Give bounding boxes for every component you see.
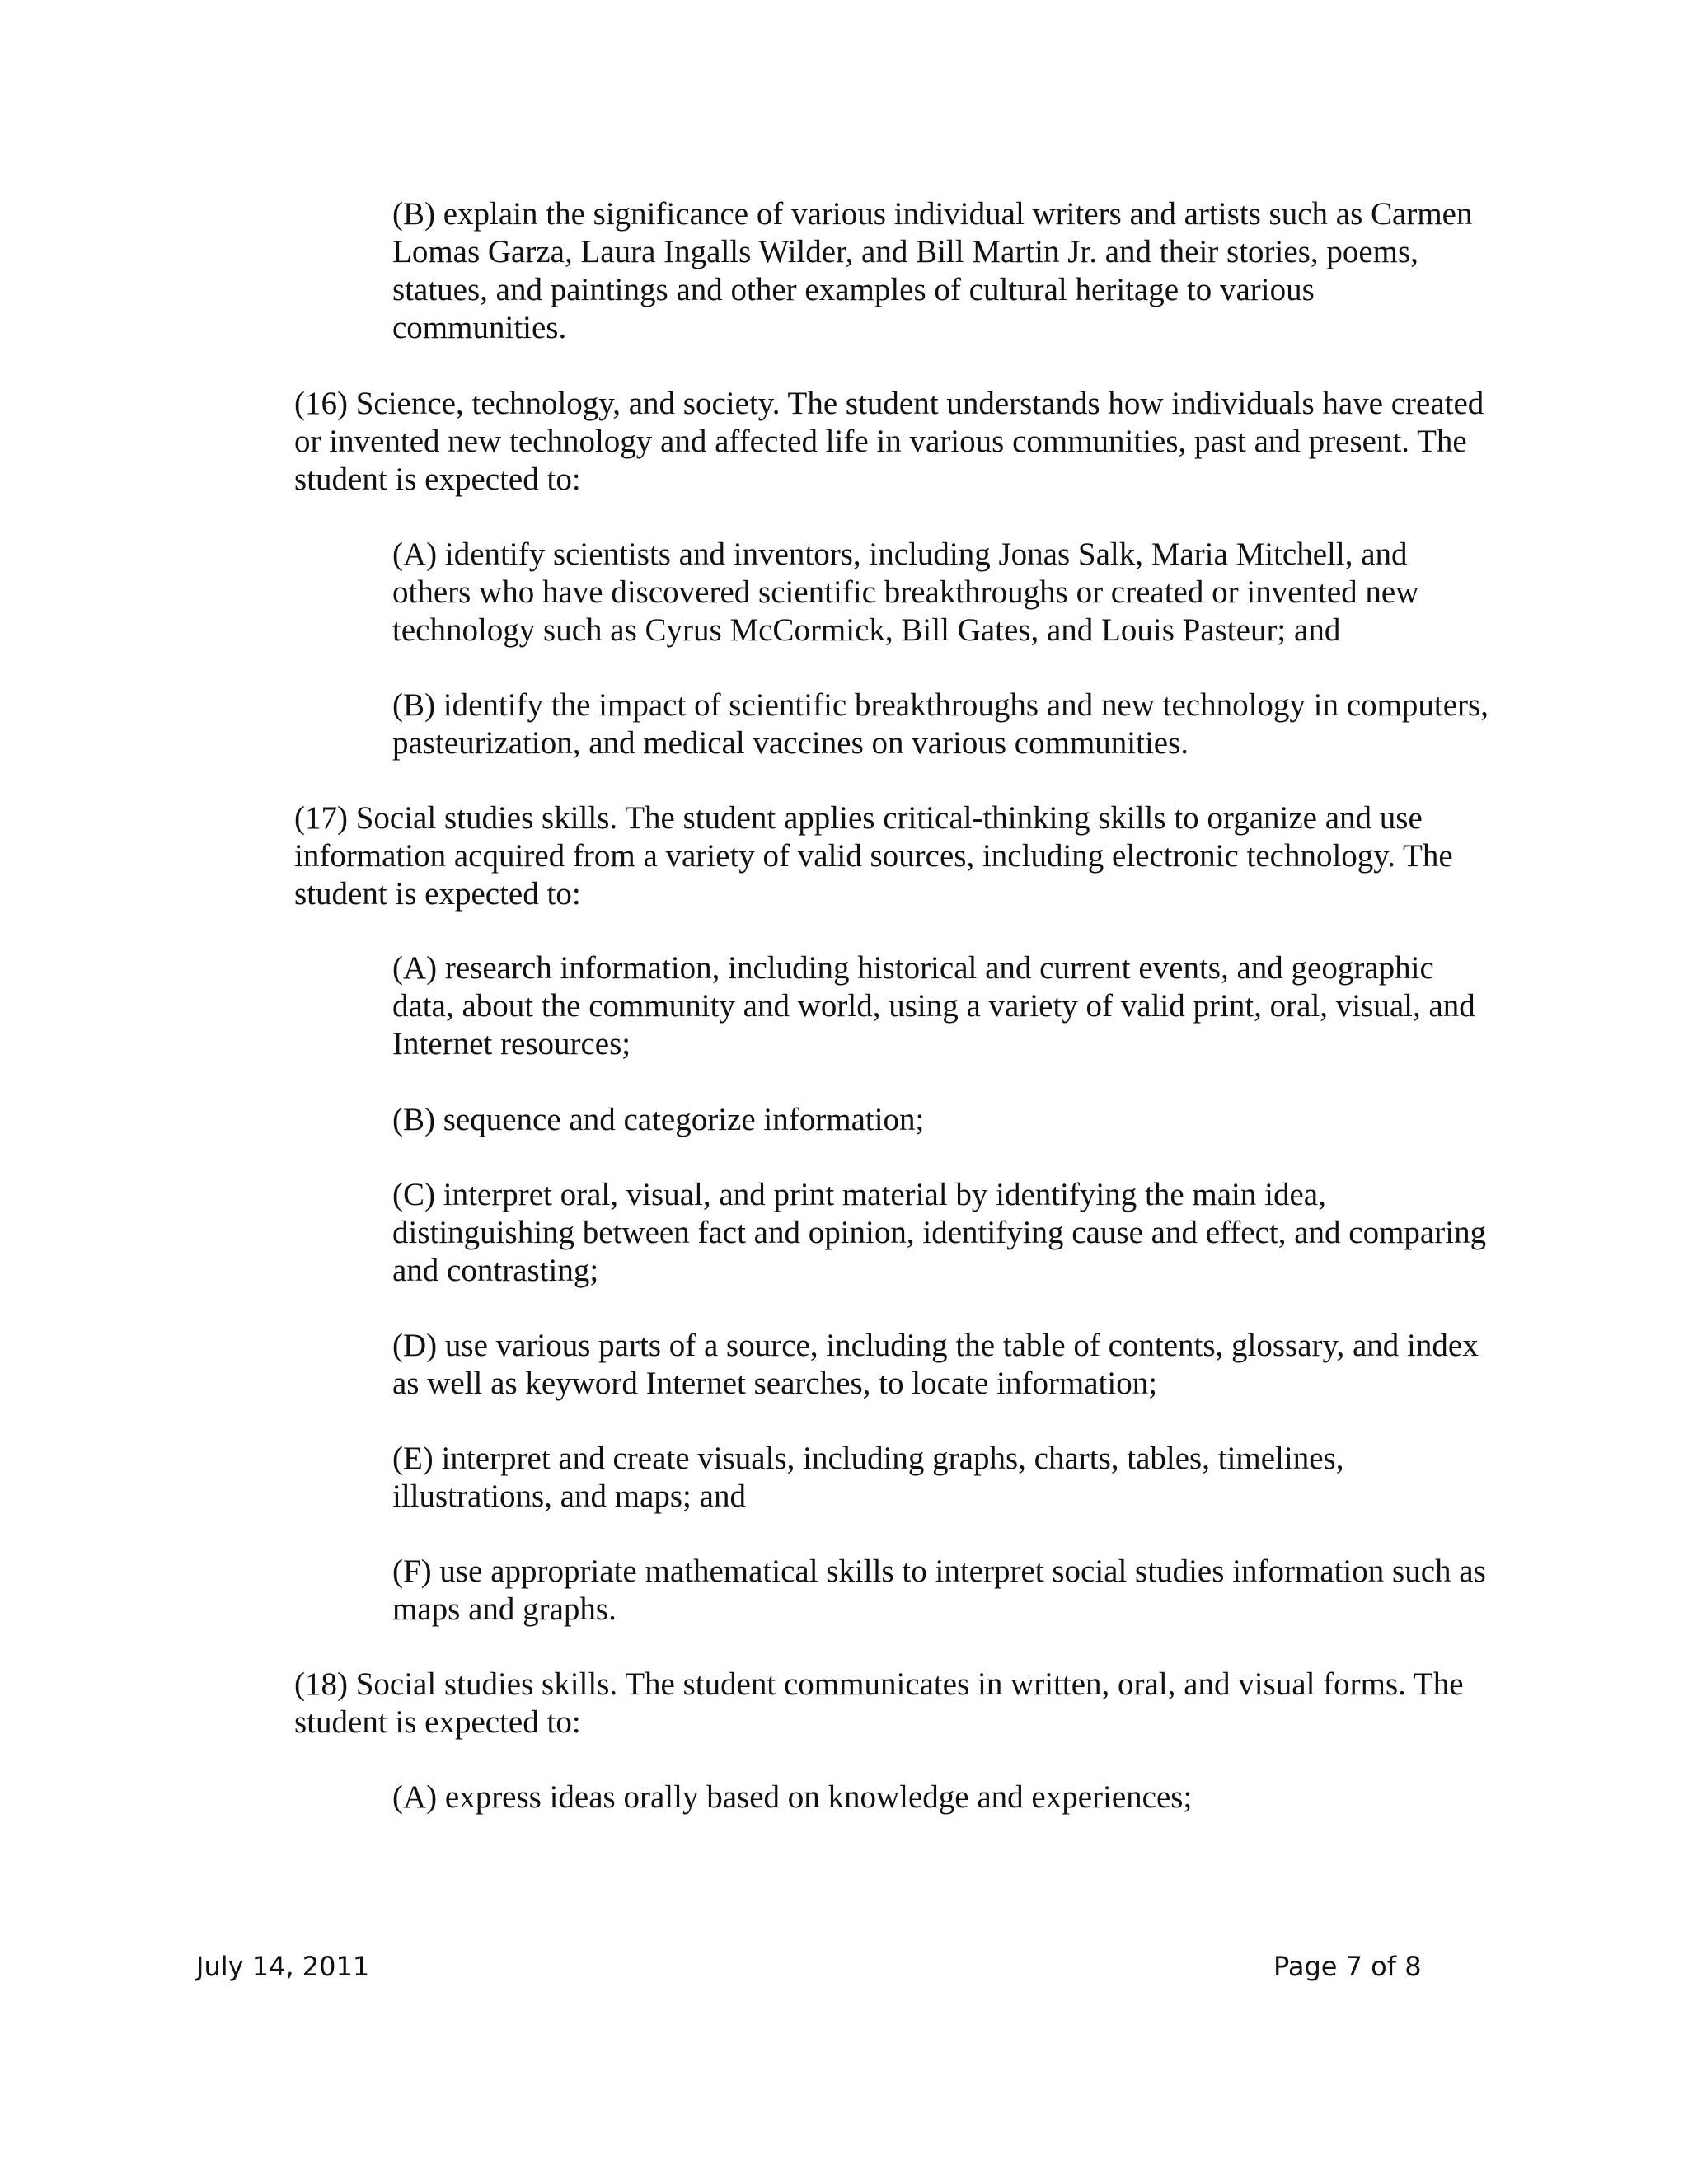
item-16a: (A) identify scientists and inventors, including Jonas Salk, Maria Mitchell, and others who have discovered scientific breakthroughs or created or invented new technology such as Cyrus McCormick, Bill Gates, and Louis Pasteur; and [392,537,1419,648]
item-17e: (E) interpret and create visuals, including graphs, charts, tables, timelines, illustrations, and maps; and [392,1441,1344,1514]
footer-date: July 14, 2011 [196,1951,370,1982]
section-17-heading: (17) Social studies skills. The student applies critical-thinking skills to organize and use information acquired from a variety of valid sources, including electronic technology. The student is expected to: [294,800,1453,912]
item-17f: (F) use appropriate mathematical skills to interpret social studies information such as maps and graphs. [392,1554,1486,1627]
item-17b: (B) sequence and categorize information; [392,1102,925,1137]
item-17c: (C) interpret oral, visual, and print material by identifying the main idea, distinguishing between fact and opinion, identifying cause and effect, and comparing and contrasting; [392,1177,1487,1288]
section-18-heading: (18) Social studies skills. The student communicates in written, oral, and visual forms. The student is expected to: [294,1666,1464,1740]
section-16-heading: (16) Science, technology, and society. The student understands how individuals have created or invented new technology and affected life in various communities, past and present. The student is expected to: [294,386,1484,497]
footer-page-number: Page 7 of 8 [1273,1951,1422,1982]
item-16b: (B) identify the impact of scientific breakthroughs and new technology in computers, pasteurization, and medical vaccines on various communities. [392,687,1489,761]
item-15b: (B) explain the significance of various individual writers and artists such as Carmen Lomas Garza, Laura Ingalls Wilder, and Bill Martin Jr. and their stories, poems, statues, and paintings and other examples of cultural heritage to various communities. [392,196,1473,345]
item-18a: (A) express ideas orally based on knowledge and experiences; [392,1779,1193,1815]
item-17a: (A) research information, including historical and current events, and geographic data, about the community and world, using a variety of valid print, oral, visual, and Internet resources; [392,950,1475,1062]
item-17d: (D) use various parts of a source, including the table of contents, glossary, and index as well as keyword Internet searches, to locate information; [392,1328,1479,1401]
